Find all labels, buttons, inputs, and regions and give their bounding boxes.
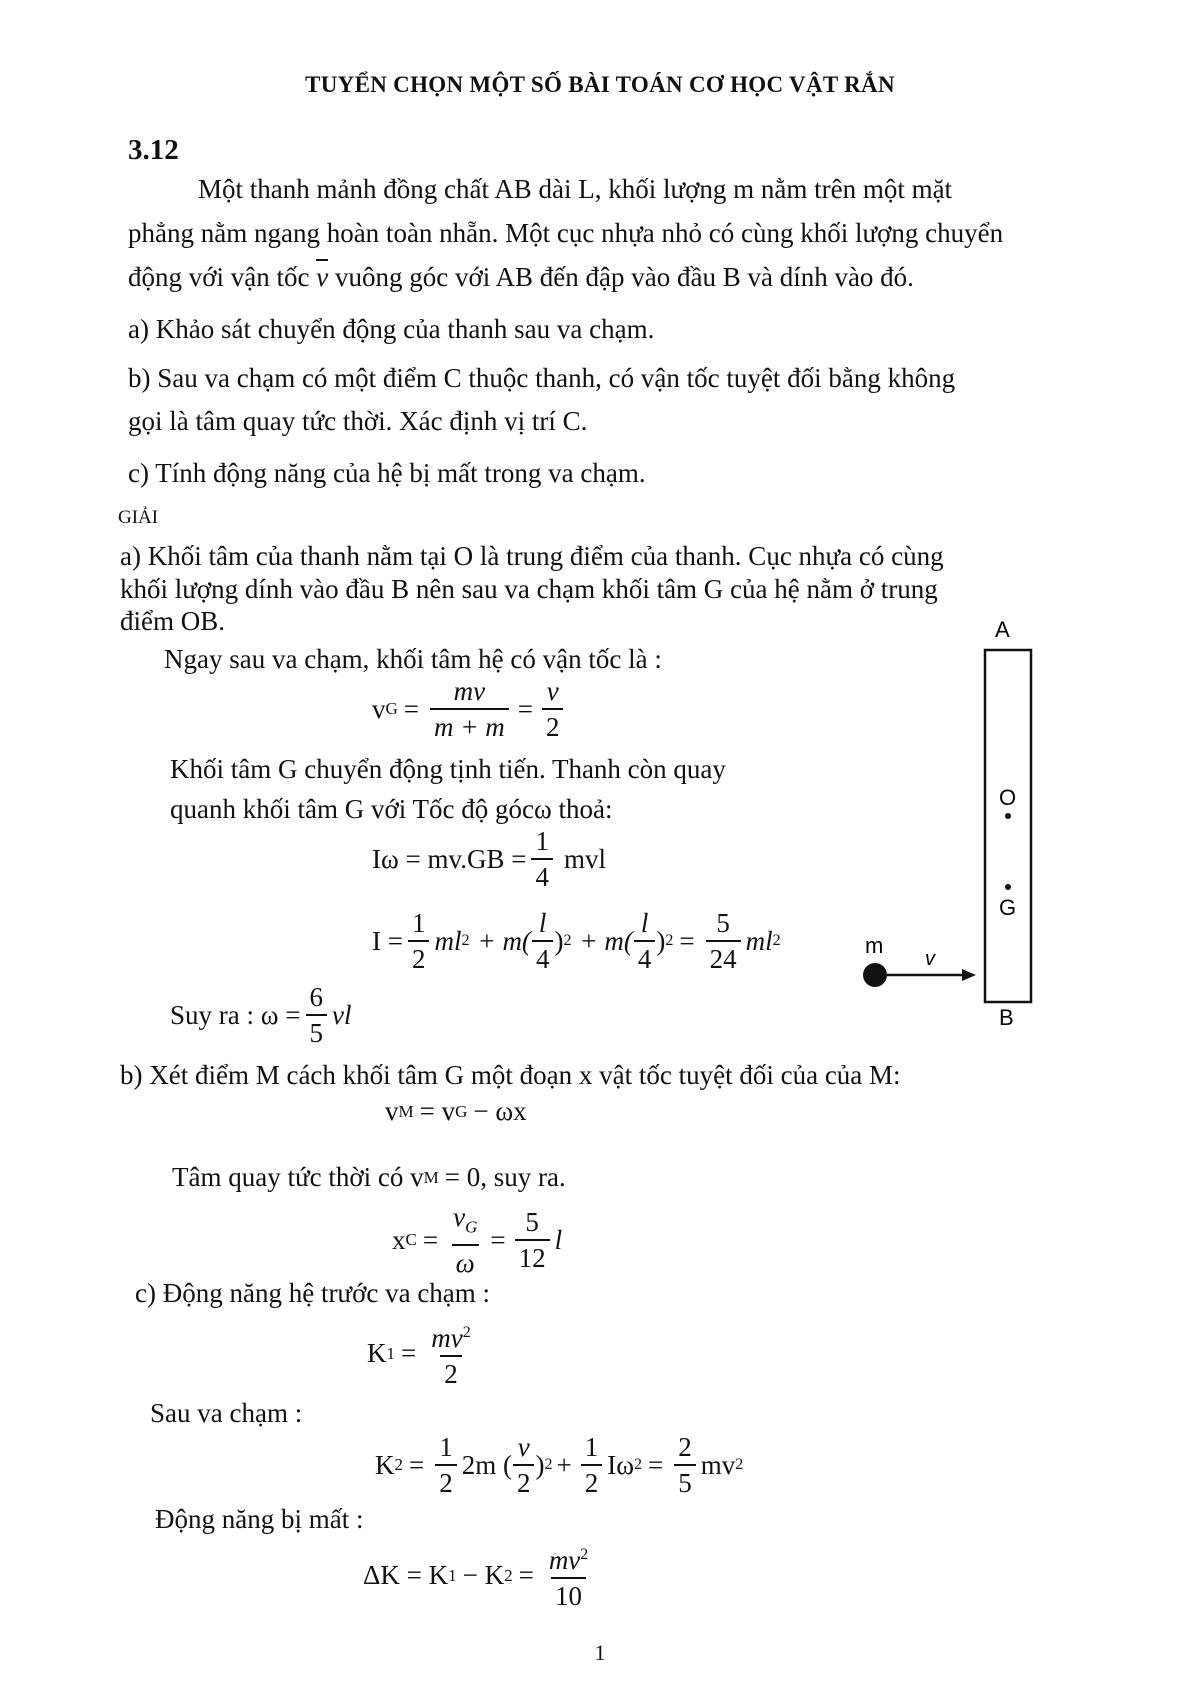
vg-symbol: v — [372, 693, 386, 724]
solution-b-line-2: Tâm quay tức thời có v M = 0, suy ra. — [172, 1162, 566, 1192]
solution-c-line-1: c) Động năng hệ trước va chạm : — [135, 1278, 491, 1308]
statement-line-1: Một thanh mảnh đồng chất AB dài L, khối lượng m nằm trên một mặt — [198, 174, 953, 204]
question-a: a) Khảo sát chuyển động của thanh sau va chạm. — [128, 314, 655, 344]
point-g — [1005, 884, 1011, 890]
plastic-ball — [863, 963, 887, 987]
equation-angular-momentum: Iω = mv.GB = $\frac{1}{4}$ mvl — [372, 826, 606, 892]
solution-label: GIẢI — [118, 507, 159, 528]
point-o — [1005, 813, 1011, 819]
solution-a-line-4: Ngay sau va chạm, khối tâm hệ có vận tốc là : — [164, 644, 662, 674]
solution-a-line-5: Khối tâm G chuyển động tịnh tiến. Thanh còn quay — [170, 754, 726, 784]
question-c: c) Tính động năng của hệ bị mất trong va chạm. — [128, 458, 646, 488]
solution-c-line-2: Sau va chạm : — [150, 1398, 303, 1428]
solution-c-line-3: Động năng bị mất : — [155, 1504, 364, 1534]
statement-line-3-before: động với vận tốc — [128, 262, 310, 292]
solution-a-line-3: điểm OB. — [120, 606, 225, 636]
equation-k1: K 1 = $\frac{mv^2}{2}$ — [367, 1323, 471, 1389]
label-b: B — [999, 1005, 1014, 1025]
equation-omega: Suy ra : ω = $\frac{6}{5}$ vl — [170, 982, 352, 1048]
equation-xc: x C = $\frac{v_G}{\omega}$ = $\frac{5}{12}$ l — [392, 1202, 563, 1279]
vg-subscript: G — [385, 699, 398, 718]
solution-a-line-2: khối lượng dính vào đầu B nên sau va chạm khối tâm G của hệ nằm ở trung — [120, 574, 938, 604]
equation-vm: v M = v G − ωx — [385, 1096, 527, 1126]
velocity-vector: v — [316, 256, 328, 299]
arrow-head — [962, 969, 976, 981]
rod — [985, 650, 1031, 1002]
statement-line-3-after: vuông góc với AB đến đập vào đầu B và dính vào đó. — [334, 262, 914, 292]
label-v: v — [925, 948, 935, 970]
solution-b-line-1: b) Xét điểm M cách khối tâm G một đoạn x vật tốc tuyệt đối của của M: — [120, 1060, 901, 1090]
solution-a-line-1: a) Khối tâm của thanh nằm tại O là trung điểm của thanh. Cục nhựa có cùng — [120, 541, 944, 571]
equation-delta-k: ΔK = K 1 − K 2 = $\frac{mv^2}{10}$ — [363, 1545, 589, 1611]
rod-collision-figure — [850, 615, 1050, 1025]
question-b-line-2: gọi là tâm quay tức thời. Xác định vị trí C. — [128, 406, 588, 436]
vg-fraction-1: $\frac{mv}{m + m}$ — [430, 676, 509, 742]
statement-line-3 — [128, 256, 914, 299]
solution-a-line-6: quanh khối tâm G với Tốc độ gócω thoả: — [170, 794, 613, 824]
page-number: 1 — [594, 1640, 606, 1665]
vg-fraction-2: $\frac{v}{2}$ — [542, 676, 564, 742]
label-g: G — [999, 895, 1017, 920]
page-header: TUYỂN CHỌN MỘT SỐ BÀI TOÁN CƠ HỌC VẬT RẮN — [305, 72, 895, 97]
equation-vg: v G = $\frac{mv}{m + m}$ = $\frac{v}{2}$ — [372, 676, 568, 742]
statement-line-2: phẳng nằm ngang hoàn toàn nhẵn. Một cục nhựa nhỏ có cùng khối lượng chuyển — [128, 218, 1004, 248]
label-a: A — [995, 617, 1010, 642]
equation-k2: K 2 = $\frac{1}{2}$ 2m ( $\frac{v}{2}$ ) 2 + $\frac{1}{2}$ Iω 2 = $\frac{2}{5}$ mv 2 — [375, 1432, 744, 1498]
question-b-line-1: b) Sau va chạm có một điểm C thuộc thanh, có vận tốc tuyệt đối bằng không — [128, 363, 956, 393]
equation-moment-of-inertia: I = $\frac{1}{2}$ ml 2 + m( $\frac{l}{4}$ ) 2 + m( $\frac{l}{4}$ ) 2 = $\frac{5}{24}$ ml 2 — [372, 908, 781, 974]
label-o: O — [999, 785, 1017, 810]
problem-number: 3.12 — [128, 134, 179, 166]
label-m: m — [865, 933, 884, 958]
